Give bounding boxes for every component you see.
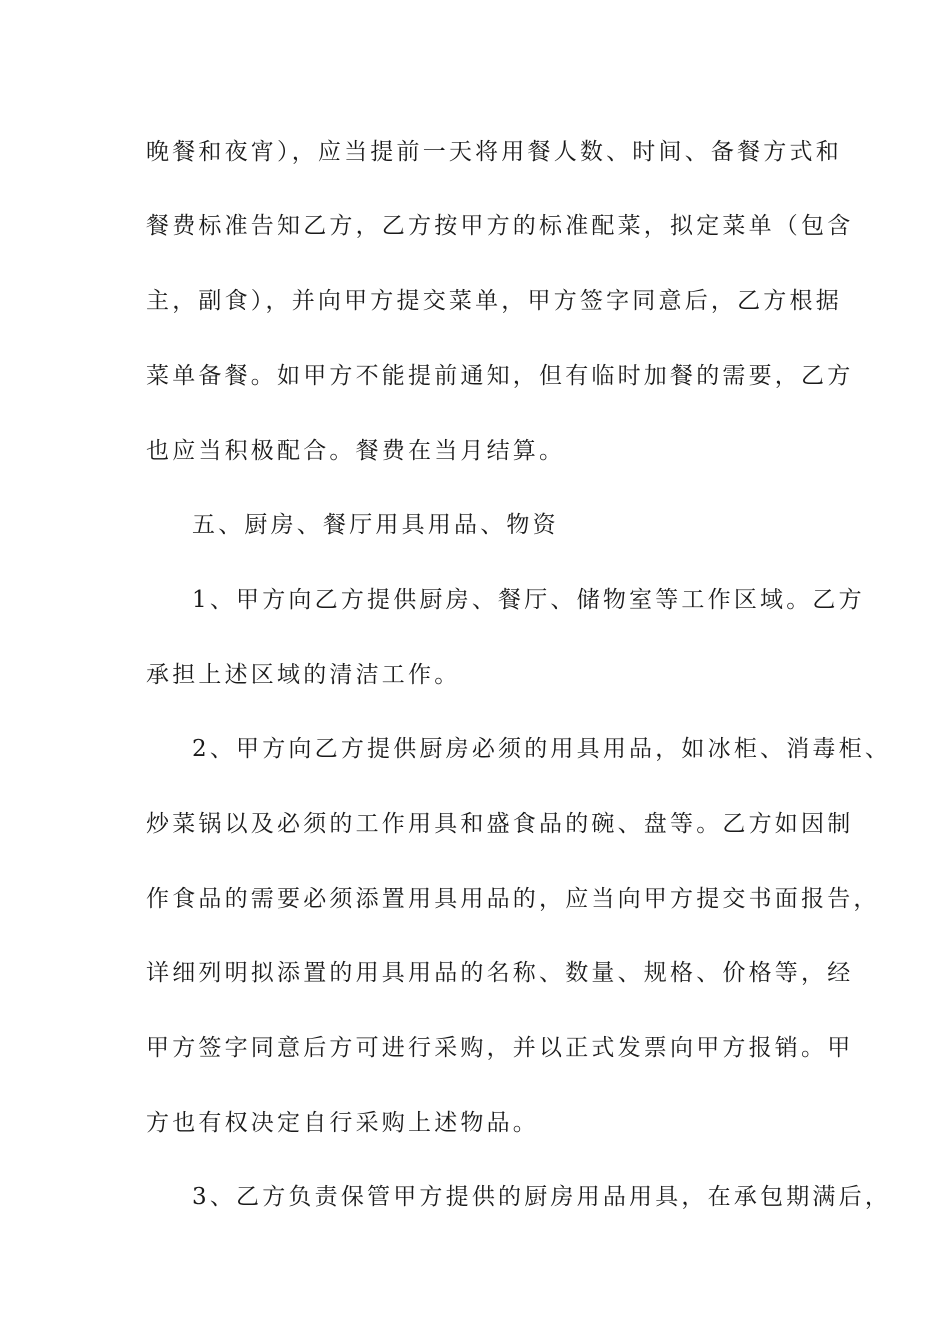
- paragraph-line: 菜单备餐。如甲方不能提前通知，但有临时加餐的需要，乙方: [146, 363, 854, 389]
- paragraph-line: 1、甲方向乙方提供厨房、餐厅、储物室等工作区域。乙方: [192, 587, 865, 613]
- paragraph-line: 炒菜锅以及必须的工作用具和盛食品的碗、盘等。乙方如因制: [146, 811, 854, 837]
- section-heading: 五、厨房、餐厅用具用品、物资: [192, 512, 559, 538]
- paragraph-line: 晚餐和夜宵），应当提前一天将用餐人数、时间、备餐方式和: [146, 139, 842, 165]
- paragraph-line: 方也有权决定自行采购上述物品。: [146, 1110, 539, 1136]
- paragraph-line: 主，副食），并向甲方提交菜单，甲方签字同意后，乙方根据: [146, 288, 842, 314]
- paragraph-line: 也应当积极配合。餐费在当月结算。: [146, 438, 566, 464]
- paragraph-line: 餐费标准告知乙方，乙方按甲方的标准配菜，拟定菜单（包含: [146, 213, 854, 239]
- paragraph-line: 甲方签字同意后方可进行采购，并以正式发票向甲方报销。甲: [146, 1035, 854, 1061]
- paragraph-line: 3、乙方负责保管甲方提供的厨房用品用具，在承包期满后，: [192, 1184, 892, 1210]
- paragraph-line: 作食品的需要必须添置用具用品的，应当向甲方提交书面报告，: [146, 886, 880, 912]
- paragraph-line: 详细列明拟添置的用具用品的名称、数量、规格、价格等，经: [146, 960, 854, 986]
- paragraph-line: 2、甲方向乙方提供厨房必须的用具用品，如冰柜、消毒柜、: [192, 736, 892, 762]
- paragraph-line: 承担上述区域的清洁工作。: [146, 662, 461, 688]
